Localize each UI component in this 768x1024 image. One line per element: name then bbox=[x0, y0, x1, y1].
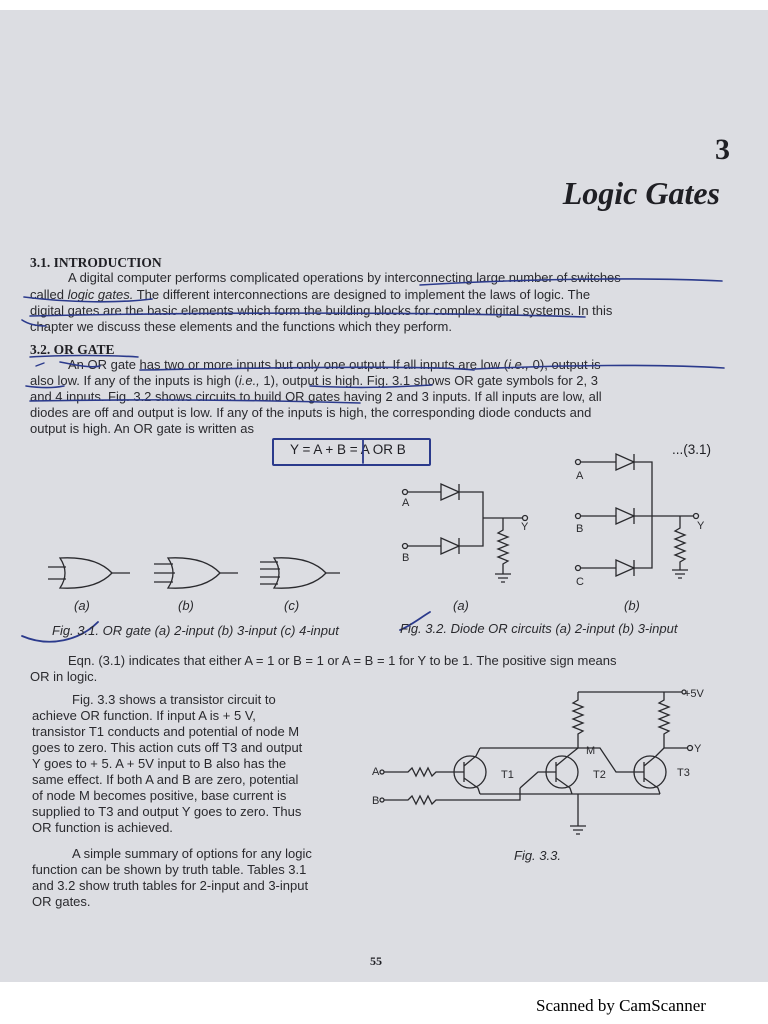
fig33-text-line-1: Fig. 3.3 shows a transistor circuit to bbox=[72, 692, 276, 707]
summary-line-4: OR gates. bbox=[32, 894, 91, 909]
or-gate-3-input-symbol bbox=[154, 558, 238, 588]
or-line-2: also low. If any of the inputs is high (i.e., 1), output is high. Fig. 3.1 shows OR gate symbols for 2, 3 bbox=[30, 373, 598, 388]
intro-line-1: A digital computer performs complicated operations by interconnecting large number of switches bbox=[68, 270, 621, 285]
fig32b-input-a: A bbox=[576, 470, 584, 482]
fig33-text-line-6: same effect. If both A and B are zero, potential bbox=[32, 772, 299, 787]
fig31-label-c: (c) bbox=[284, 598, 300, 613]
eqn-line-1: Eqn. (3.1) indicates that either A = 1 or B = 1 or A = B = 1 for Y to be 1. The positive sign means bbox=[68, 653, 617, 668]
fig33-text-line-9: OR function is achieved. bbox=[32, 820, 173, 835]
or-gate-2-input-symbol bbox=[48, 558, 130, 588]
intro-line-4: chapter we discuss these elements and the functions which they perform. bbox=[30, 319, 452, 334]
chapter-number: 3 bbox=[715, 133, 730, 166]
fig32b-output-y: Y bbox=[697, 520, 705, 532]
fig31-label-a: (a) bbox=[74, 598, 90, 613]
fig33-text-line-2: achieve OR function. If input A is + 5 V, bbox=[32, 708, 256, 723]
fig32-caption: Fig. 3.2. Diode OR circuits (a) 2-input (b) 3-input bbox=[400, 621, 678, 636]
or-line-5: output is high. An OR gate is written as bbox=[30, 421, 255, 436]
fig32b-input-b: B bbox=[576, 523, 584, 535]
summary-line-3: and 3.2 show truth tables for 2-input and 3-input bbox=[32, 878, 309, 893]
or-line-1: An OR gate has two or more inputs but only one output. If all inputs are low (i.e., 0), output is bbox=[68, 357, 601, 372]
fig33-input-b: B bbox=[372, 795, 380, 807]
fig33-text-line-5: Y goes to + 5. A + 5V input to B also has the bbox=[32, 756, 287, 771]
intro-line-3: digital gates are the basic elements which form the building blocks for complex digital systems. In this bbox=[30, 303, 613, 318]
section-heading-or-gate: 3.2. OR GATE bbox=[30, 342, 115, 357]
fig31-caption: Fig. 3.1. OR gate (a) 2-input (b) 3-input (c) 4-input bbox=[52, 623, 339, 638]
transistor-or-circuit bbox=[370, 686, 720, 846]
summary-line-2: function can be shown by truth table. Tables 3.1 bbox=[32, 862, 307, 877]
or-line-4: diodes are off and output is low. If any of the inputs is high, the corresponding diode conducts and bbox=[30, 405, 592, 420]
fig33-text-line-3: transistor T1 conducts and potential of node M bbox=[32, 724, 300, 739]
fig33-text-line-8: supplied to T3 and output Y goes to zero. Thus bbox=[32, 804, 302, 819]
or-gate-symbols bbox=[40, 552, 340, 597]
fig33-input-a: A bbox=[372, 766, 380, 778]
term-logic-gates: logic gates. bbox=[67, 287, 134, 302]
fig33-supply-label: +5V bbox=[684, 688, 704, 700]
fig31-label-b: (b) bbox=[178, 598, 194, 613]
diode-or-circuit-2-input bbox=[395, 478, 545, 593]
fig33-t3-label: T3 bbox=[677, 767, 690, 779]
page-number: 55 bbox=[370, 954, 382, 968]
fig33-node-m: M bbox=[586, 745, 596, 757]
chapter-title: Logic Gates bbox=[562, 175, 720, 211]
section-heading-introduction: 3.1. INTRODUCTION bbox=[30, 255, 162, 270]
fig32b-input-c: C bbox=[576, 576, 584, 588]
fig33-t1-label: T1 bbox=[501, 769, 514, 781]
fig33-output-y: Y bbox=[694, 743, 702, 755]
fig32-label-a: (a) bbox=[453, 598, 469, 613]
fig33-caption: Fig. 3.3. bbox=[514, 848, 561, 863]
intro-line-2: called logic gates. The different interconnections are designed to implement the laws of logic. The bbox=[30, 287, 591, 302]
fig32-label-b: (b) bbox=[624, 598, 640, 613]
or-equation: Y = A + B = A OR B bbox=[290, 442, 406, 457]
fig33-t2-label: T2 bbox=[593, 769, 606, 781]
fig33-text-line-7: of node M becomes positive, base current is bbox=[32, 788, 287, 803]
fig33-text-line-4: goes to zero. This action cuts off T3 and output bbox=[32, 740, 303, 755]
eqn-line-2: OR in logic. bbox=[30, 669, 98, 684]
fig32a-input-a: A bbox=[402, 497, 410, 509]
fig32a-output-y: Y bbox=[521, 521, 529, 533]
or-gate-4-input-symbol bbox=[260, 558, 340, 588]
or-line-3: and 4 inputs. Fig. 3.2 shows circuits to build OR gates having 2 and 3 inputs. If all inputs are low, all bbox=[30, 389, 602, 404]
equation-number: ...(3.1) bbox=[672, 442, 712, 457]
summary-line-1: A simple summary of options for any logic bbox=[72, 846, 312, 861]
scanner-watermark: Scanned by CamScanner bbox=[536, 996, 706, 1015]
fig32a-input-b: B bbox=[402, 552, 410, 564]
